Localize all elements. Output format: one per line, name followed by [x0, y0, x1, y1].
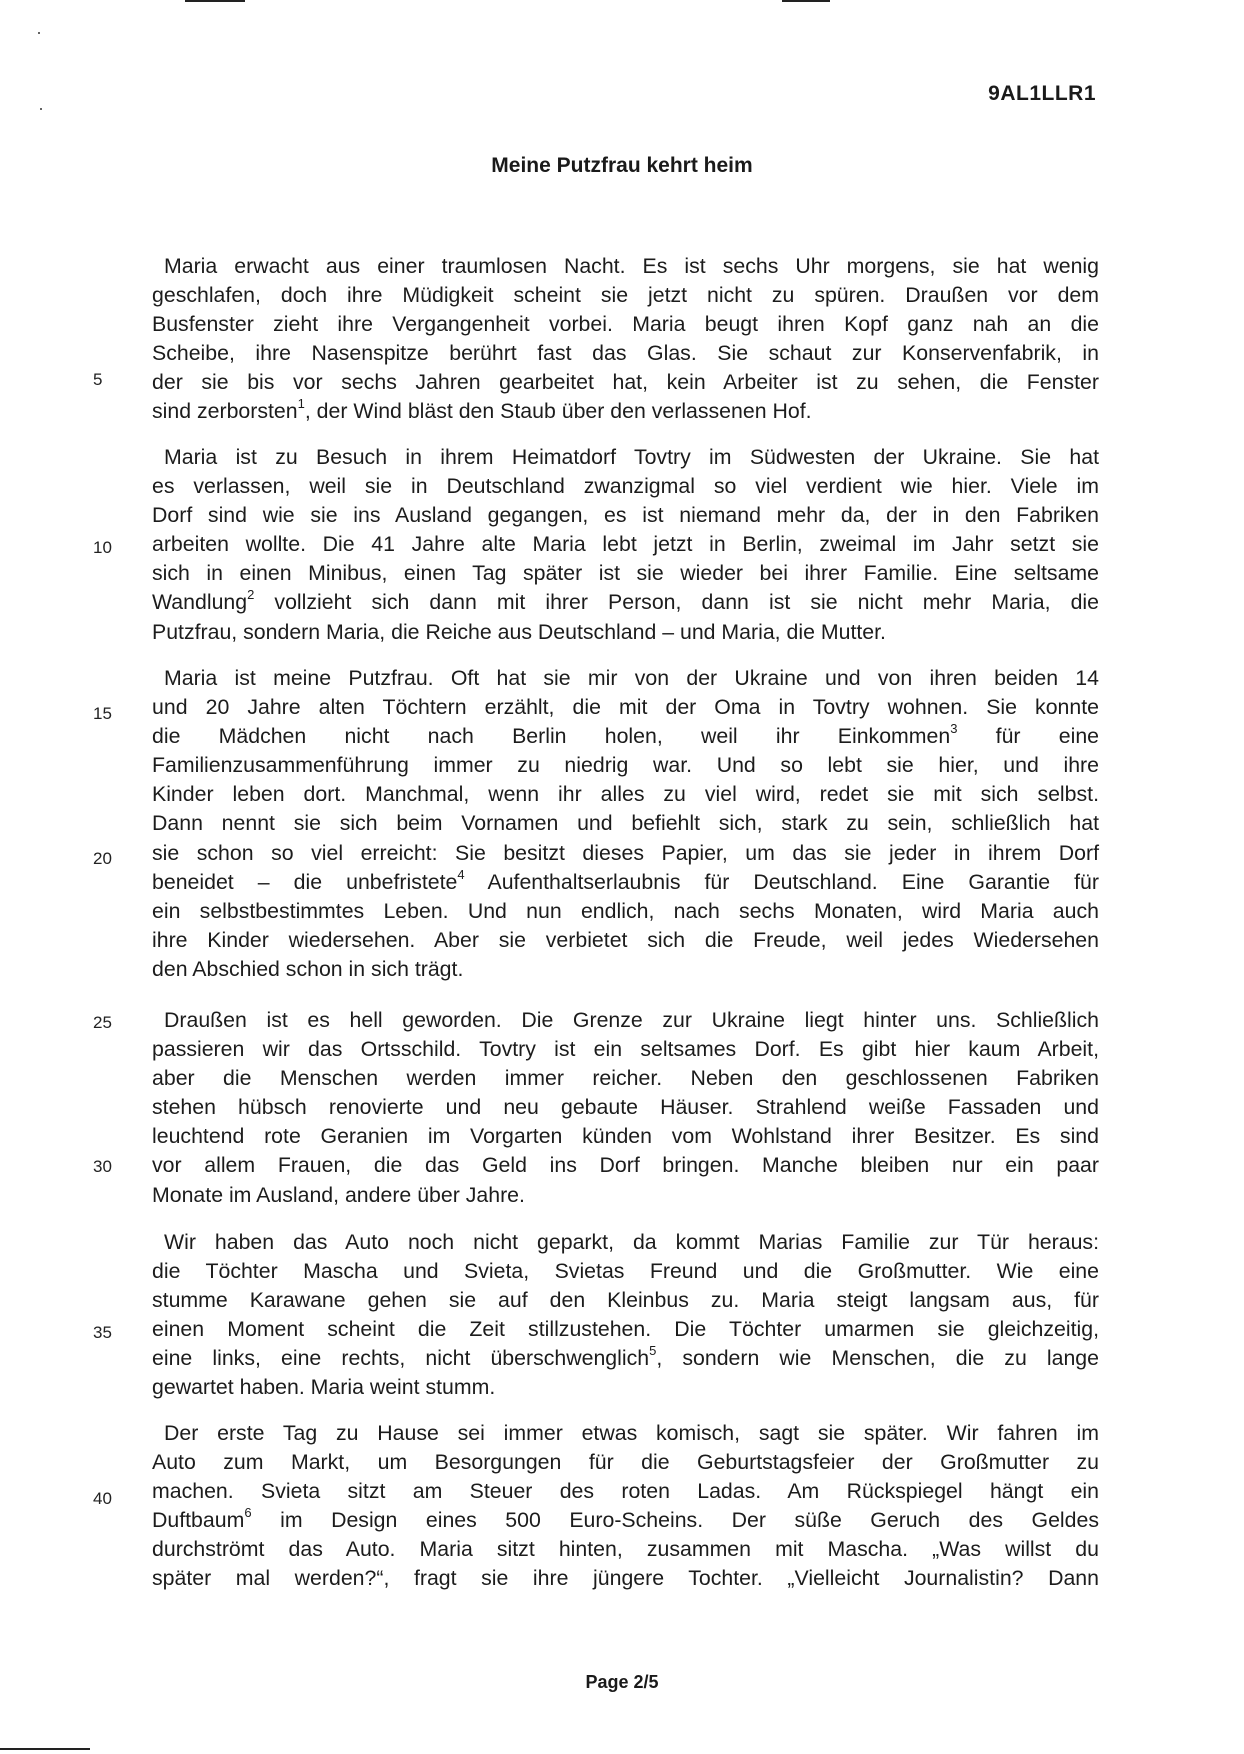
line-number: 40 [93, 1489, 112, 1508]
text-line: sich in einen Minibus, einen Tag später ist sie wieder bei ihrer Familie. Eine seltsame [152, 561, 1099, 586]
text-line: Kinder leben dort. Manchmal, wenn ihr alles zu viel wird, redet sie mit sich selbst. [152, 782, 1099, 807]
text-line: Duftbaum$^6$ im Design eines 500 Euro-Scheins. Der süße Geruch des Geldes [152, 1505, 1099, 1533]
text-line: beneidet – die unbefristete$^4$ Aufenthaltserlaubnis für Deutschland. Eine Garantie für [152, 866, 1099, 894]
text-line: Wir haben das Auto noch nicht geparkt, da kommt Marias Familie zur Tür heraus: [164, 1230, 1099, 1254]
text-line: und 20 Jahre alten Töchtern erzählt, die mit der Oma in Tovtry wohnen. Sie konnte [152, 695, 1099, 720]
footnote-ref: 4 [457, 866, 465, 882]
text-line: Dann nennt sie sich beim Vornamen und befiehlt sich, stark zu sein, schließlich hat [152, 811, 1099, 836]
text-line: eine links, eine rechts, nicht überschwenglich$^5$, sondern wie Menschen, die zu lange [152, 1343, 1099, 1371]
text-line: Der erste Tag zu Hause sei immer etwas komisch, sagt sie später. Wir fahren im [164, 1421, 1099, 1445]
text-line: arbeiten wollte. Die 41 Jahre alte Maria lebt jetzt in Berlin, zweimal im Jahr setzt sie [152, 532, 1099, 557]
text-line: Wandlung$^2$ vollzieht sich dann mit ihrer Person, dann ist sie nicht mehr Maria, die [152, 587, 1099, 615]
text-line: ein selbstbestimmtes Leben. Und nun endlich, nach sechs Monaten, wird Maria auch [152, 898, 1099, 923]
text-line: aber die Menschen werden immer reicher. Neben den geschlossenen Fabriken [152, 1066, 1099, 1091]
footnote-ref: 1 [297, 396, 305, 412]
line-number: 10 [93, 538, 112, 557]
text-line: Scheibe, ihre Nasenspitze berührt fast das Glas. Sie schaut zur Konservenfabrik, in [152, 341, 1099, 366]
text-line: passieren wir das Ortsschild. Tovtry ist ein seltsames Dorf. Es gibt hier kaum Arbeit, [152, 1037, 1099, 1062]
text-line: Monate im Ausland, andere über Jahre. [152, 1182, 525, 1207]
page-number: Page 2/5 [585, 1672, 659, 1692]
scan-mark-top-left [185, 0, 245, 2]
text-line: Auto zum Markt, um Besorgungen für die Geburtstagsfeier der Großmutter zu [152, 1450, 1099, 1475]
text-line: der sie bis vor sechs Jahren gearbeitet hat, kein Arbeiter ist zu sehen, die Fenster [152, 370, 1099, 395]
line-number: 20 [93, 849, 112, 868]
text-line: geschlafen, doch ihre Müdigkeit scheint sie jetzt nicht zu spüren. Draußen vor dem [152, 283, 1099, 308]
footnote-ref: 2 [247, 587, 255, 603]
line-number: 30 [93, 1157, 112, 1176]
text-line: Dorf sind wie sie ins Ausland gegangen, es ist niemand mehr da, der in den Fabriken [152, 503, 1099, 528]
text-line: stumme Karawane gehen sie auf den Kleinbus zu. Maria steigt langsam aus, für [152, 1288, 1099, 1313]
line-number: 25 [93, 1013, 112, 1032]
scan-dot [38, 32, 40, 34]
footnote-ref: 6 [244, 1505, 252, 1521]
scan-dot [40, 108, 42, 110]
text-line: Draußen ist es hell geworden. Die Grenze zur Ukraine liegt hinter uns. Schließlich [164, 1008, 1099, 1032]
paragraph [152, 1006, 1099, 1210]
text-line: es verlassen, weil sie in Deutschland zwanzigmal so viel verdient wie hier. Viele im [152, 474, 1099, 499]
text-line: vor allem Frauen, die das Geld ins Dorf bringen. Manche bleiben nur ein paar [152, 1153, 1099, 1178]
line-number: 5 [93, 370, 103, 389]
paragraph [152, 252, 1099, 427]
paragraph [152, 443, 1099, 647]
paragraph [152, 1419, 1099, 1594]
scan-mark-bottom-left [0, 1748, 90, 1750]
text-line: machen. Svieta sitzt am Steuer des roten Ladas. Am Rückspiegel hängt ein [152, 1479, 1099, 1504]
page-title: Meine Putzfrau kehrt heim [491, 154, 753, 177]
text-line: Maria ist zu Besuch in ihrem Heimatdorf Tovtry im Südwesten der Ukraine. Sie hat [164, 445, 1099, 469]
paragraph [152, 664, 1099, 984]
text-line: den Abschied schon in sich trägt. [152, 956, 464, 981]
document-code: 9AL1LLR1 [988, 82, 1096, 105]
footnote-ref: 3 [950, 721, 958, 737]
text-line: Familienzusammenführung immer zu niedrig war. Und so lebt sie hier, und ihre [152, 753, 1099, 778]
line-number: 15 [93, 704, 112, 723]
text-line: ihre Kinder wiedersehen. Aber sie verbietet sich die Freude, weil jedes Wiedersehen [152, 927, 1099, 952]
text-line: Maria ist meine Putzfrau. Oft hat sie mir von der Ukraine und von ihren beiden 14 [164, 666, 1099, 690]
text-line: durchströmt das Auto. Maria sitzt hinten, zusammen mit Mascha. „Was willst du [152, 1537, 1099, 1562]
text-line: sind zerborsten$^1$, der Wind bläst den Staub über den verlassenen Hof. [152, 396, 812, 424]
text-line: einen Moment scheint die Zeit stillzustehen. Die Töchter umarmen sie gleichzeitig, [152, 1317, 1099, 1342]
text-line: Maria erwacht aus einer traumlosen Nacht. Es ist sechs Uhr morgens, sie hat wenig [164, 254, 1099, 278]
line-number: 35 [93, 1323, 112, 1342]
text-line: Busfenster zieht ihre Vergangenheit vorbei. Maria beugt ihren Kopf ganz nah an die [152, 312, 1099, 337]
text-line: später mal werden?“, fragt sie ihre jüngere Tochter. „Vielleicht Journalistin? Dann [152, 1566, 1099, 1591]
text-line: die Töchter Mascha und Svieta, Svietas Freund und die Großmutter. Wie eine [152, 1259, 1099, 1284]
text-line: sie schon so viel erreicht: Sie besitzt dieses Papier, um das sie jeder in ihrem Dorf [152, 840, 1099, 865]
footnote-ref: 5 [649, 1343, 657, 1359]
paragraph [152, 1228, 1099, 1403]
text-line: die Mädchen nicht nach Berlin holen, weil ihr Einkommen$^3$ für eine [152, 721, 1100, 749]
text-line: leuchtend rote Geranien im Vorgarten künden vom Wohlstand ihrer Besitzer. Es sind [152, 1124, 1099, 1149]
scan-mark-top-right [782, 0, 830, 2]
text-line: Putzfrau, sondern Maria, die Reiche aus Deutschland – und Maria, die Mutter. [152, 619, 886, 644]
text-line: gewartet haben. Maria weint stumm. [152, 1375, 496, 1400]
text-line: stehen hübsch renovierte und neu gebaute Häuser. Strahlend weiße Fassaden und [152, 1095, 1099, 1120]
